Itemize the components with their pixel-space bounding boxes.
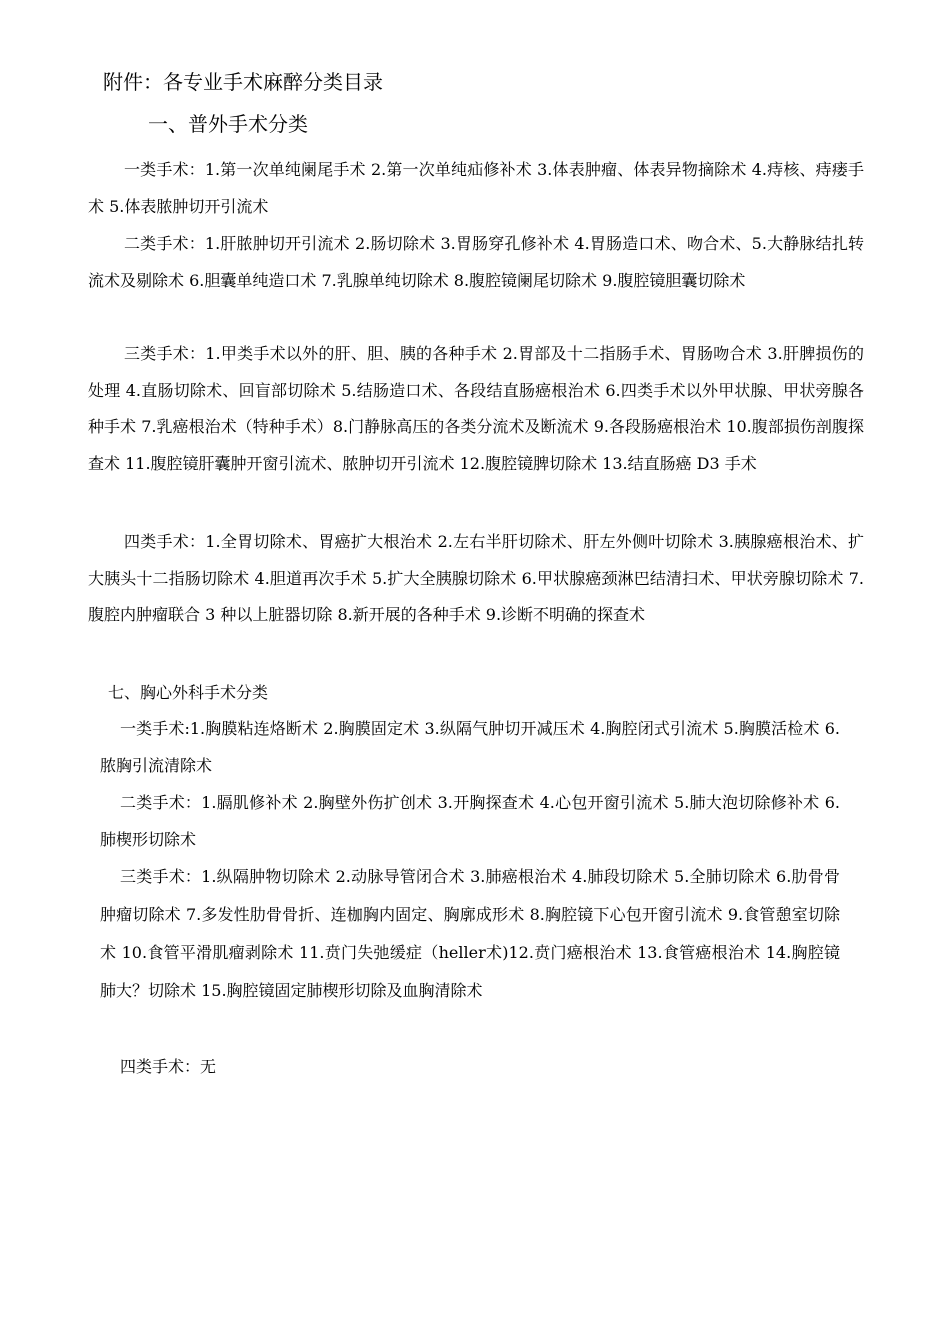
thoracic-surgery-class-2: 二类手术：1.膈肌修补术 2.胸壁外伤扩创术 3.开胸探查术 4.心包开窗引流术 5.肺大泡切除修补术 6.肺楔形切除术 <box>100 793 840 849</box>
general-surgery-class-1: 一类手术：1.第一次单纯阑尾手术 2.第一次单纯疝修补术 3.体表肿瘤、体表异物摘除术 4.痔核、痔瘘手术 5.体表脓肿切开引流术 <box>88 160 864 216</box>
general-surgery-class-2: 二类手术：1.肝脓肿切开引流术 2.肠切除术 3.胃肠穿孔修补术 4.胃肠造口术、吻合术、5.大静脉结扎转流术及剔除术 6.胆囊单纯造口术 7.乳腺单纯切除术 8.腹腔镜阑尾切除术 9.腹腔镜胆囊切除术 <box>88 234 864 290</box>
general-surgery-class-3: 三类手术：1.甲类手术以外的肝、胆、胰的各种手术 2.胃部及十二指肠手术、胃肠吻合术 3.肝脾损伤的处理 4.直肠切除术、回盲部切除术 5.结肠造口术、各段结直肠癌根治术 6.四类手术以外甲状腺、甲状旁腺各种手术 7.乳癌根治术（特种手术）8.门静脉高压的各类分流术及断流术 9.各段肠癌根治术 10.腹部损伤剖腹探查术 11.腹腔镜肝囊肿开窗引流术、脓肿切开引流术 12.腹腔镜脾切除术 13.结直肠癌 D3 手术 <box>88 344 864 473</box>
thoracic-surgery-class-4: 四类手术：无 <box>120 1057 217 1076</box>
section-heading-thoracic-surgery: 七、胸心外科手术分类 <box>108 683 269 702</box>
general-surgery-class-4: 四类手术：1.全胃切除术、胃癌扩大根治术 2.左右半肝切除术、肝左外侧叶切除术 3.胰腺癌根治术、扩大胰头十二指肠切除术 4.胆道再次手术 5.扩大全胰腺切除术 6.甲状腺癌颈淋巴结清扫术、甲状旁腺切除术 7.腹腔内肿瘤联合 3 种以上脏器切除 8.新开展的各种手术 9.诊断不明确的探查术 <box>88 532 864 624</box>
thoracic-surgery-class-1: 一类手术:1.胸膜粘连烙断术 2.胸膜固定术 3.纵隔气肿切开减压术 4.胸腔闭式引流术 5.胸膜活检术 6.脓胸引流清除术 <box>100 719 840 775</box>
thoracic-surgery-class-3: 三类手术：1.纵隔肿物切除术 2.动脉导管闭合术 3.肺癌根治术 4.肺段切除术 5.全肺切除术 6.肋骨骨肿瘤切除术 7.多发性肋骨骨折、连枷胸内固定、胸廓成形术 8.胸腔镜下心包开窗引流术 9.食管憩室切除术 10.食管平滑肌瘤剥除术 11.贲门失弛缓症（heller术)12.贲门癌根治术 13.食管癌根治术 14.胸腔镜肺大？切除术 15.胸腔镜固定肺楔形切除及血胸清除术 <box>100 867 840 1000</box>
section-heading-general-surgery: 一、普外手术分类 <box>148 112 308 136</box>
document-title: 附件：各专业手术麻醉分类目录 <box>103 70 383 94</box>
